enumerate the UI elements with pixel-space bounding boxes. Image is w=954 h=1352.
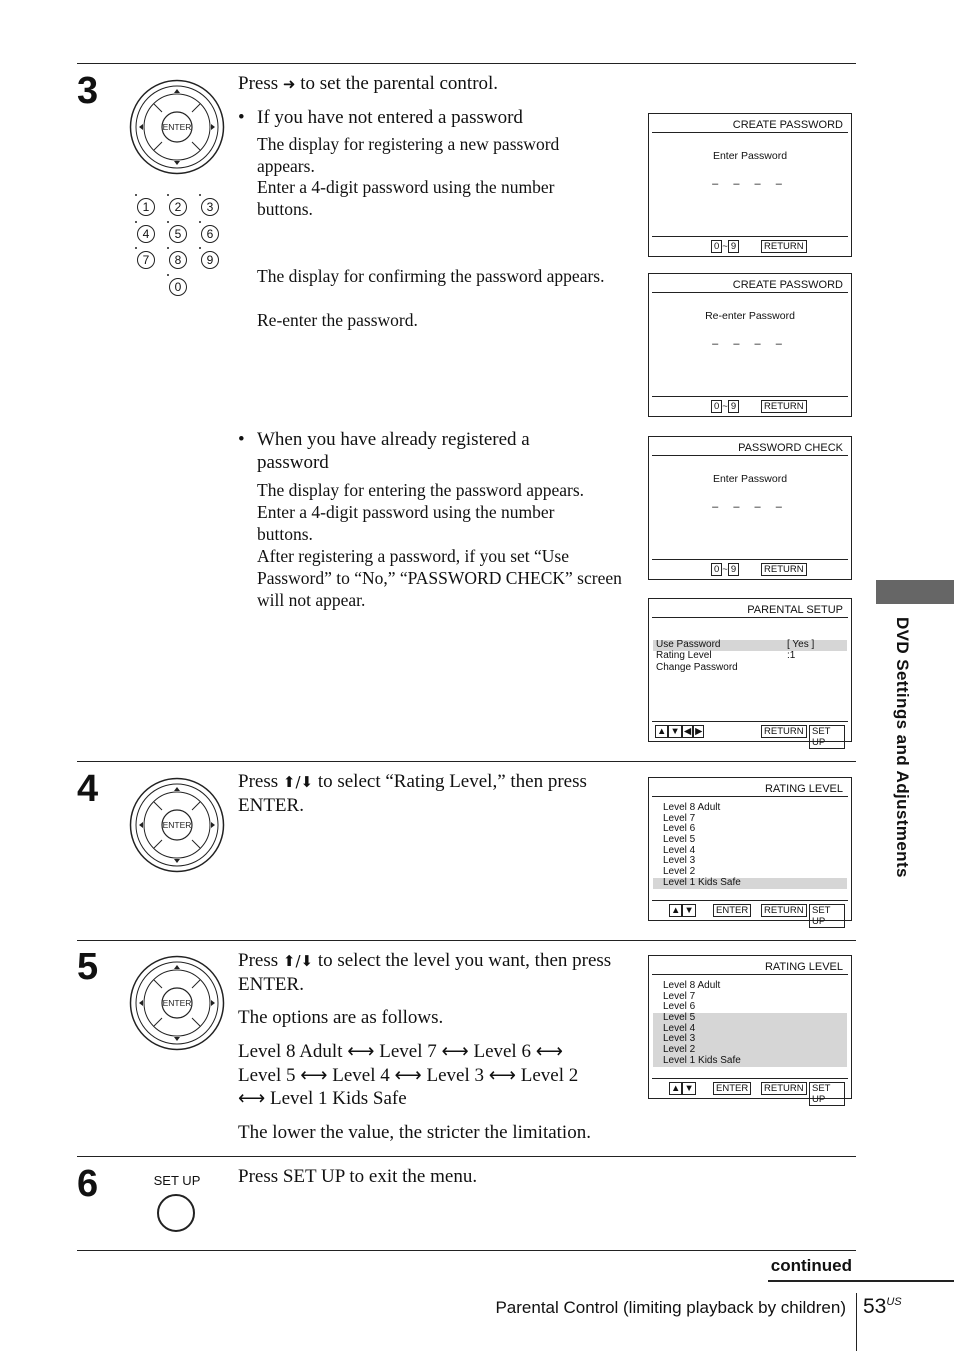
remote-enter-pad — [129, 955, 225, 1051]
setting-row: Rating Level :1 — [656, 649, 796, 661]
instruction-text: After registering a password, if you set “Use Password” to “No,” “PASSWORD CHECK” screen will not appear. — [257, 546, 622, 610]
level-row: Level 1 Kids Safe — [653, 878, 847, 889]
screen-prompt: Enter Password — [712, 150, 788, 162]
level-row: Level 6 — [663, 823, 696, 835]
number-key-2: 2 — [169, 198, 187, 216]
enter-button-label: ENTER — [713, 904, 751, 917]
level-row: Level 8 Adult — [663, 980, 721, 991]
limitation-note: The lower the value, the stricter the limitation. — [238, 1122, 591, 1143]
level-row: Level 3 — [653, 1034, 847, 1045]
step-number: 5 — [77, 946, 99, 988]
level-row: Level 7 — [663, 990, 696, 1002]
return-button-label: RETURN — [761, 400, 807, 413]
screen-title: PASSWORD CHECK — [738, 442, 843, 454]
password-dashes: – – – – — [712, 501, 788, 513]
divider — [77, 761, 856, 762]
enter-label: ENTER — [162, 820, 192, 830]
divider — [856, 1293, 857, 1351]
options-intro: The options are as follows. — [238, 1007, 444, 1028]
number-key-8: 8 — [169, 251, 187, 269]
return-button-label: RETURN — [761, 904, 807, 917]
return-button-label: RETURN — [761, 240, 807, 253]
screen-footer — [655, 725, 845, 748]
divider — [77, 63, 856, 64]
setup-button-label: SET UP — [153, 1173, 201, 1188]
section-label: DVD Settings and Adjustments — [893, 617, 912, 878]
instruction-text: Enter a 4-digit password using the number buttons. — [257, 502, 555, 544]
number-key-9: 9 — [201, 251, 219, 269]
setup-button-icon — [157, 1194, 195, 1232]
setting-row: Change Password — [656, 661, 738, 673]
level-row: Level 5 — [653, 1013, 847, 1024]
right-arrow-icon: ➜ — [282, 75, 296, 93]
screen-title: RATING LEVEL — [764, 783, 843, 795]
up-down-arrow-icon: ⬆/⬇ — [282, 773, 314, 791]
rating-level-list — [653, 803, 847, 889]
levels-line: ⟷ Level 1 Kids Safe — [238, 1088, 407, 1109]
return-button-label: RETURN — [761, 563, 807, 576]
number-key-7: 7 — [137, 251, 155, 269]
bullet-heading: • When you have already registered a password — [257, 428, 587, 474]
setup-button-label: SET UP — [809, 904, 845, 928]
enter-label: ENTER — [162, 122, 192, 132]
screen-footer: 0 ~ 9 RETURN — [655, 400, 845, 413]
password-check-screen — [648, 436, 852, 580]
number-key-1: 1 — [137, 198, 155, 216]
setting-row: Use Password [ Yes ] — [653, 640, 847, 651]
create-password-screen — [648, 113, 852, 257]
levels-line: Level 5 ⟷ Level 4 ⟷ Level 3 ⟷ Level 2 — [238, 1065, 579, 1086]
enter-button-label: ENTER — [713, 1082, 751, 1095]
number-key-4: 4 — [137, 225, 155, 243]
number-key-6: 6 — [201, 225, 219, 243]
screen-prompt: Re-enter Password — [705, 310, 795, 322]
divider — [77, 1250, 856, 1251]
instruction-text: Enter a 4-digit password using the number buttons. — [257, 177, 555, 219]
rating-level-screen — [648, 777, 852, 927]
divider — [768, 1280, 954, 1282]
level-row: Level 2 — [653, 1045, 847, 1056]
page-number: $53^{US}$ — [863, 1295, 902, 1318]
screen-footer: 0 ~ 9 RETURN — [655, 563, 845, 576]
divider — [77, 1156, 856, 1157]
step-number: 6 — [77, 1163, 99, 1205]
remote-enter-pad — [129, 777, 225, 873]
instruction-text: The display for registering a new password appears. — [257, 134, 560, 176]
screen-footer: 0 ~ 9 RETURN — [655, 240, 845, 253]
screen-footer — [655, 1082, 845, 1105]
continued-label: continued — [770, 1256, 852, 1275]
step-number: 4 — [77, 768, 99, 810]
step-number: 3 — [77, 70, 99, 112]
step-3-intro: Press ➜ to set the parental control. — [238, 73, 499, 94]
step-6-text: Press SET UP to exit the menu. — [238, 1166, 478, 1187]
setup-button-label: SET UP — [809, 1082, 845, 1106]
up-down-arrow-icon: ⬆/⬇ — [282, 952, 314, 970]
remote-enter-pad — [129, 79, 225, 175]
return-button-label: RETURN — [761, 1082, 807, 1095]
rating-level-list — [653, 981, 847, 1067]
level-row: Level 4 — [653, 1024, 847, 1035]
screen-title: CREATE PASSWORD — [732, 279, 843, 291]
bullet-heading: • If you have not entered a password — [257, 106, 627, 129]
up-down-keys-icon: ▲ ▼ — [671, 905, 694, 916]
parental-setup-screen — [648, 598, 852, 748]
level-row: Level 2 — [663, 866, 696, 878]
return-button-label: RETURN — [761, 725, 807, 738]
enter-label: ENTER — [162, 998, 192, 1008]
step-5-text: Press ⬆/⬇ to select the level you want, then press ENTER. — [238, 950, 612, 995]
arrow-keys-icon: ▲ ▼ ◀ ▶ — [657, 726, 703, 737]
level-row: Level 1 Kids Safe — [653, 1056, 847, 1067]
levels-line: Level 8 Adult ⟷ Level 7 ⟷ Level 6 ⟷ — [238, 1041, 563, 1062]
instruction-text: The display for entering the password appears. — [257, 480, 585, 500]
password-dashes: – – – – — [712, 178, 788, 190]
screen-footer — [655, 904, 845, 927]
setup-button-label: SET UP — [809, 725, 845, 749]
level-row: Level 3 — [663, 855, 696, 867]
instruction-text: Re-enter the password. — [257, 310, 418, 330]
level-row: Level 7 — [663, 812, 696, 824]
divider — [77, 940, 856, 941]
rating-level-screen — [648, 955, 852, 1105]
screen-title: CREATE PASSWORD — [732, 119, 843, 131]
password-dashes: – – – – — [712, 338, 788, 350]
create-password-confirm-screen — [648, 273, 852, 417]
level-row: Level 4 — [663, 844, 696, 856]
level-row: Level 8 Adult — [663, 802, 721, 813]
number-key-5: 5 — [169, 225, 187, 243]
instruction-text: The display for confirming the password appears. — [257, 266, 605, 286]
number-key-0: 0 — [169, 278, 187, 296]
section-footer-title: Parental Control (limiting playback by children) — [495, 1298, 846, 1317]
section-tab — [876, 580, 954, 604]
step-4-text: Press ⬆/⬇ to select “Rating Level,” then press ENTER. — [238, 771, 587, 816]
up-down-keys-icon: ▲ ▼ — [671, 1083, 694, 1094]
level-row: Level 6 — [663, 1001, 696, 1013]
number-key-3: 3 — [201, 198, 219, 216]
screen-prompt: Enter Password — [712, 473, 788, 485]
screen-title: RATING LEVEL — [764, 961, 843, 973]
screen-title: PARENTAL SETUP — [747, 604, 843, 616]
level-row: Level 5 — [663, 834, 696, 846]
